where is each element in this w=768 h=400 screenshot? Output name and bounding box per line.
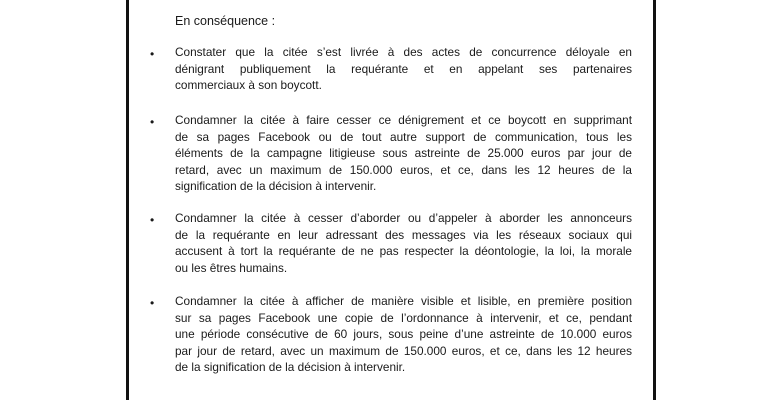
text-line: une période consécutive de 60 jours, sous peine d’une astreinte de 10.000 euros: [175, 327, 632, 341]
bullet-icon: •: [150, 47, 155, 61]
bullet-paragraph: [175, 210, 632, 276]
intro-text: En conséquence :: [175, 14, 276, 28]
text-line: éléments de la campagne litigieuse sous astreinte de 25.000 euros par jour de: [175, 146, 632, 160]
bullet-icon: •: [150, 296, 155, 310]
bullet-icon: •: [150, 115, 155, 129]
bullet-paragraph: [175, 44, 632, 94]
text-line: Condamner la citée à faire cesser ce dénigrement et ce boycott en supprimant: [175, 113, 632, 127]
text-line: ou les êtres humains.: [175, 260, 288, 275]
text-line: sur sa pages Facebook une copie de l’ordonnance à intervenir, et ce, pendant: [175, 310, 632, 325]
text-line: de la requérante en leur adressant des messages via les réseaux sociaux qui: [175, 227, 632, 242]
bullet-icon: •: [150, 213, 155, 227]
text-line: retard, avec un maximum de 150.000 euros, et ce, dans les 12 heures de la: [175, 162, 632, 177]
text-line: de sa pages Facebook ou de tout autre support de communication, tous les: [175, 129, 632, 144]
text-line: par jour de retard, avec un maximum de 150.000 euros, et ce, dans les 12 heures: [175, 343, 632, 358]
text-line: de la signification de la décision à intervenir.: [175, 360, 406, 374]
text-line: dénigrant publiquement la requérante et en appelant ses partenaires: [175, 61, 632, 76]
text-line: accusent à tort la requérante de ne pas respecter la déontologie, la loi, la morale: [175, 244, 632, 258]
bullet-paragraph: [175, 293, 632, 376]
bullet-paragraph: [175, 112, 632, 195]
text-line: commerciaux à son boycott.: [175, 78, 322, 92]
text-line: Constater que la citée s’est livrée à des actes de concurrence déloyale en: [175, 45, 632, 59]
text-line: Condamner la citée à cesser d’aborder ou d’appeler à aborder les annonceurs: [175, 211, 632, 225]
text-line: signification de la décision à intervenir.: [175, 179, 377, 193]
text-line: Condamner la citée à afficher de manière visible et lisible, en première position: [175, 294, 632, 308]
